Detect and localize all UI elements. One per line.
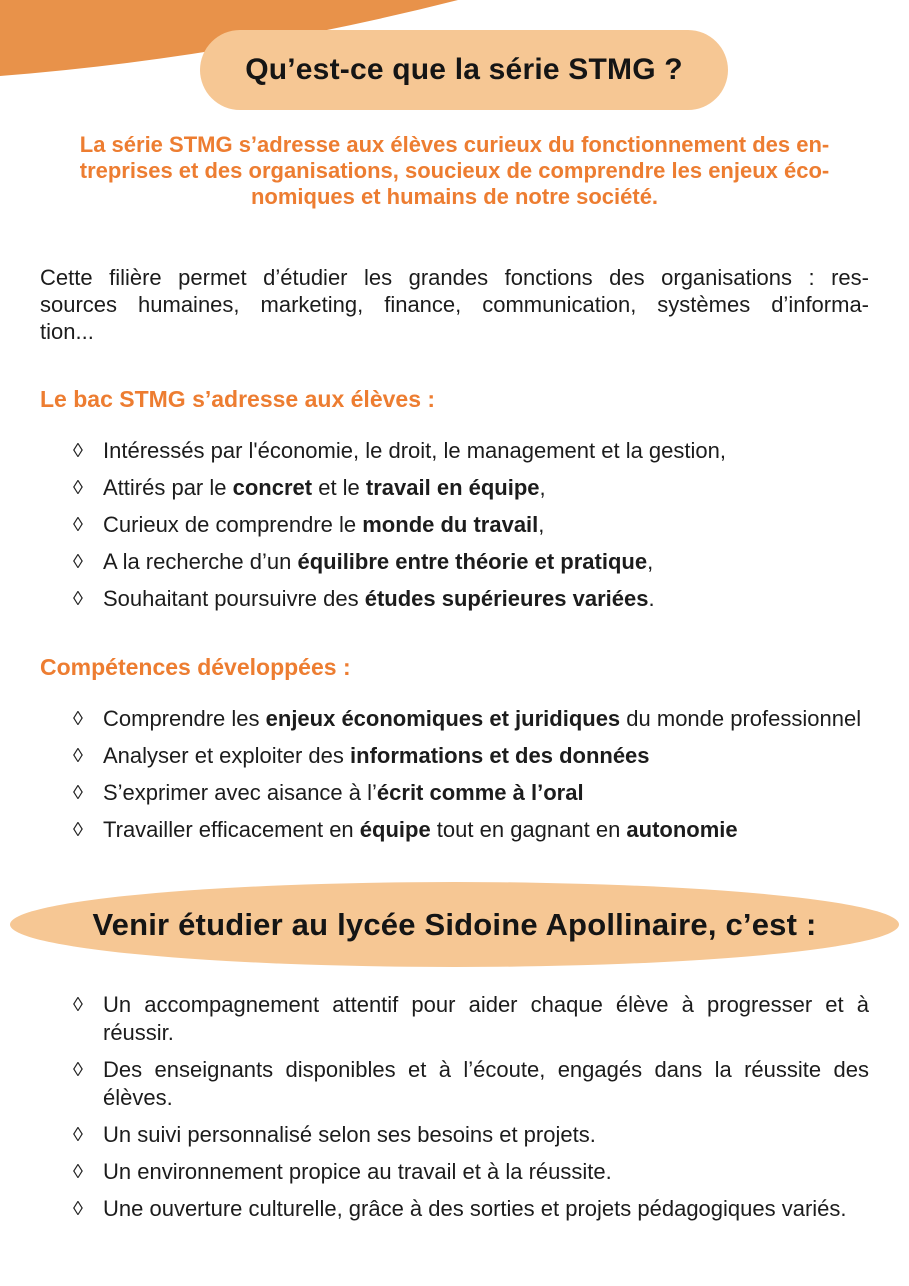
bold-text-segment: écrit comme à l’oral [376, 780, 584, 805]
diamond-bullet-icon: ◊ [73, 588, 83, 610]
list-item-text [103, 742, 869, 770]
diamond-bullet-icon: ◊ [73, 551, 83, 573]
text-segment: S’exprimer avec aisance à l’ [103, 780, 377, 805]
list-item [73, 511, 869, 539]
banner-ellipse [10, 882, 899, 967]
page-content-bottom [0, 991, 909, 1223]
text-segment: , [647, 549, 654, 574]
text-segment: tout en gagnant en [430, 817, 627, 842]
diamond-bullet-icon: ◊ [73, 1059, 83, 1081]
list-item-text [103, 779, 869, 807]
text-segment: Travailler efficacement en [103, 817, 360, 842]
diamond-bullet-icon: ◊ [73, 782, 83, 804]
text-segment: , [538, 512, 545, 537]
list-item [73, 742, 869, 770]
text-line: treprises et des organisations, soucieux de comprendre les enjeux éco- [79, 158, 830, 183]
text-segment: A la recherche d’un [103, 549, 298, 574]
text-segment: , [539, 475, 546, 500]
section3-list [40, 991, 869, 1223]
diamond-bullet-icon: ◊ [73, 514, 83, 536]
list-item [73, 1121, 869, 1149]
bold-text-segment: informations et des données [350, 743, 650, 768]
diamond-bullet-icon: ◊ [73, 440, 83, 462]
text-line: sources humaines, marketing, finance, communication, systèmes d’informa- [40, 292, 869, 317]
text-line: tion... [40, 319, 94, 344]
list-item [73, 548, 869, 576]
bold-text-segment: équipe [359, 817, 431, 842]
diamond-bullet-icon: ◊ [73, 1124, 83, 1146]
list-item-text [103, 511, 869, 539]
text-segment: du monde professionnel [620, 706, 862, 731]
bold-text-segment: travail en équipe [365, 475, 540, 500]
text-line: La série STMG s’adresse aux élèves curieux du fonctionnement des en- [79, 132, 830, 157]
about-paragraph [40, 264, 869, 345]
list-item-text [103, 437, 869, 465]
list-item-text [103, 585, 869, 613]
text-segment: . [648, 586, 655, 611]
text-segment: Souhaitant poursuivre des [103, 586, 365, 611]
list-item-text [103, 1158, 869, 1186]
page-content [0, 30, 909, 844]
section2-heading: Compétences développées : [40, 654, 351, 680]
diamond-bullet-icon: ◊ [73, 994, 83, 1016]
text-segment: Curieux de comprendre le [103, 512, 363, 537]
bold-text-segment: monde du travail [362, 512, 539, 537]
list-item [73, 474, 869, 502]
diamond-bullet-icon: ◊ [73, 819, 83, 841]
text-segment: et le [312, 475, 366, 500]
list-item-text [103, 991, 869, 1047]
list-item [73, 816, 869, 844]
text-segment: Un accompagnement attentif pour aider chaque élève à progresser et à réussir. [103, 992, 869, 1045]
bold-text-segment: équilibre entre théorie et pratique [297, 549, 648, 574]
list-item [73, 1158, 869, 1186]
list-item-text [103, 705, 869, 733]
list-item-text [103, 548, 869, 576]
diamond-bullet-icon: ◊ [73, 1161, 83, 1183]
bold-text-segment: enjeux économiques et juridiques [265, 706, 621, 731]
text-segment: Un suivi personnalisé selon ses besoins et projets. [103, 1122, 596, 1147]
text-segment: Un environnement propice au travail et à la réussite. [103, 1159, 612, 1184]
list-item-text [103, 1121, 869, 1149]
text-segment: Comprendre les [103, 706, 266, 731]
list-item [73, 585, 869, 613]
list-item [73, 705, 869, 733]
list-item [73, 1195, 869, 1223]
intro-paragraph [40, 132, 869, 210]
section2-list [40, 705, 869, 844]
bold-text-segment: concret [232, 475, 313, 500]
list-item-text [103, 474, 869, 502]
list-item-text [103, 1056, 869, 1112]
text-segment: Intéressés par l'économie, le droit, le management et la gestion, [103, 438, 726, 463]
section1-list [40, 437, 869, 613]
list-item [73, 437, 869, 465]
list-item [73, 1056, 869, 1112]
list-item [73, 991, 869, 1047]
title-pill [200, 30, 728, 110]
text-segment: Attirés par le [103, 475, 233, 500]
text-segment: Une ouverture culturelle, grâce à des sorties et projets pédagogiques variés. [103, 1196, 847, 1221]
section1-heading: Le bac STMG s’adresse aux élèves : [40, 386, 436, 412]
diamond-bullet-icon: ◊ [73, 708, 83, 730]
diamond-bullet-icon: ◊ [73, 745, 83, 767]
bold-text-segment: autonomie [626, 817, 738, 842]
diamond-bullet-icon: ◊ [73, 1198, 83, 1220]
bold-text-segment: études supérieures variées [364, 586, 649, 611]
list-item [73, 779, 869, 807]
text-segment: Des enseignants disponibles et à l’écoute, engagés dans la réussite des élèves. [103, 1057, 869, 1110]
diamond-bullet-icon: ◊ [73, 477, 83, 499]
banner-title: Venir étudier au lycée Sidoine Apollinaire, c’est : [92, 906, 817, 942]
text-line: nomiques et humains de notre société. [250, 184, 659, 209]
page-title: Qu’est-ce que la série STMG ? [245, 53, 683, 86]
text-segment: Analyser et exploiter des [103, 743, 351, 768]
list-item-text [103, 1195, 869, 1223]
list-item-text [103, 816, 869, 844]
text-line: Cette filière permet d’étudier les grandes fonctions des organisations : res- [40, 265, 869, 290]
